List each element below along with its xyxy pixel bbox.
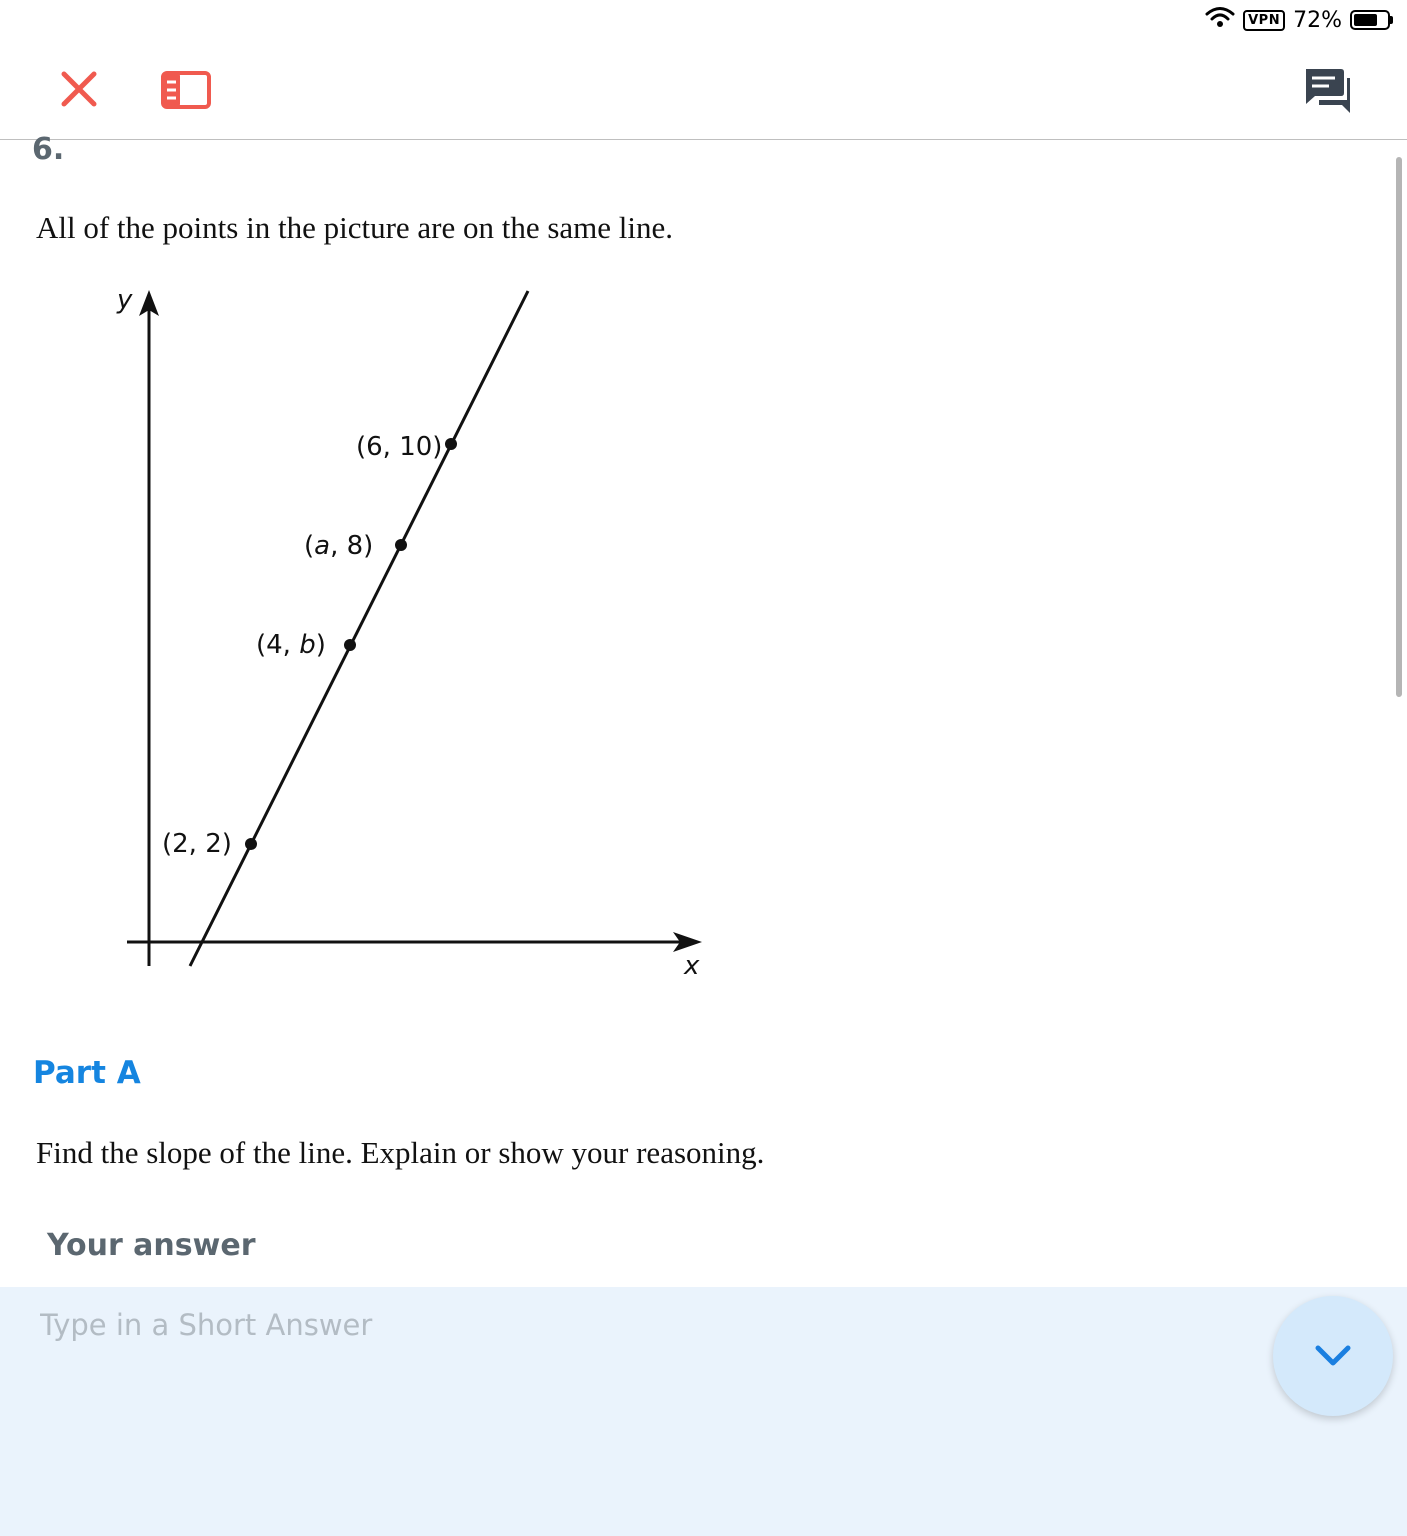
battery-icon xyxy=(1350,10,1393,30)
chat-button[interactable] xyxy=(1301,66,1355,116)
data-point xyxy=(344,639,356,651)
status-indicators xyxy=(1205,6,1393,34)
answer-area[interactable] xyxy=(0,1287,1407,1536)
scrollbar[interactable] xyxy=(1396,157,1402,697)
vpn-badge: VPN xyxy=(1243,10,1285,31)
short-answer-input[interactable] xyxy=(28,1295,1252,1355)
wifi-icon xyxy=(1205,6,1235,34)
x-axis-label: x xyxy=(684,951,700,981)
question-text: All of the points in the picture are on the same line. xyxy=(36,210,674,245)
battery-percent: 72% xyxy=(1293,7,1342,33)
y-axis-label: y xyxy=(117,285,133,315)
top-toolbar xyxy=(0,40,1407,140)
part-a-title: Part A xyxy=(33,1055,141,1091)
chat-bubbles-icon xyxy=(1301,66,1355,116)
sidebar-toggle-button[interactable] xyxy=(160,70,212,110)
point-label: (2, 2) xyxy=(162,829,232,859)
answer-label: Your answer xyxy=(47,1228,256,1263)
point-label: (a, 8) xyxy=(304,531,374,561)
point-label: (4, b) xyxy=(256,630,326,660)
close-icon xyxy=(58,68,100,110)
point-label: (6, 10) xyxy=(356,432,443,462)
status-bar xyxy=(0,0,1407,40)
chevron-down-icon xyxy=(1313,1342,1353,1370)
data-point xyxy=(445,438,457,450)
close-button[interactable] xyxy=(58,68,100,110)
data-line xyxy=(190,291,528,966)
sidebar-panel-icon xyxy=(160,70,212,110)
part-a-prompt: Find the slope of the line. Explain or show your reasoning. xyxy=(36,1135,765,1170)
data-point xyxy=(245,838,257,850)
line-graph xyxy=(100,280,720,990)
question-number: 6. xyxy=(32,132,65,167)
scroll-down-button[interactable] xyxy=(1273,1296,1393,1416)
data-point xyxy=(395,539,407,551)
